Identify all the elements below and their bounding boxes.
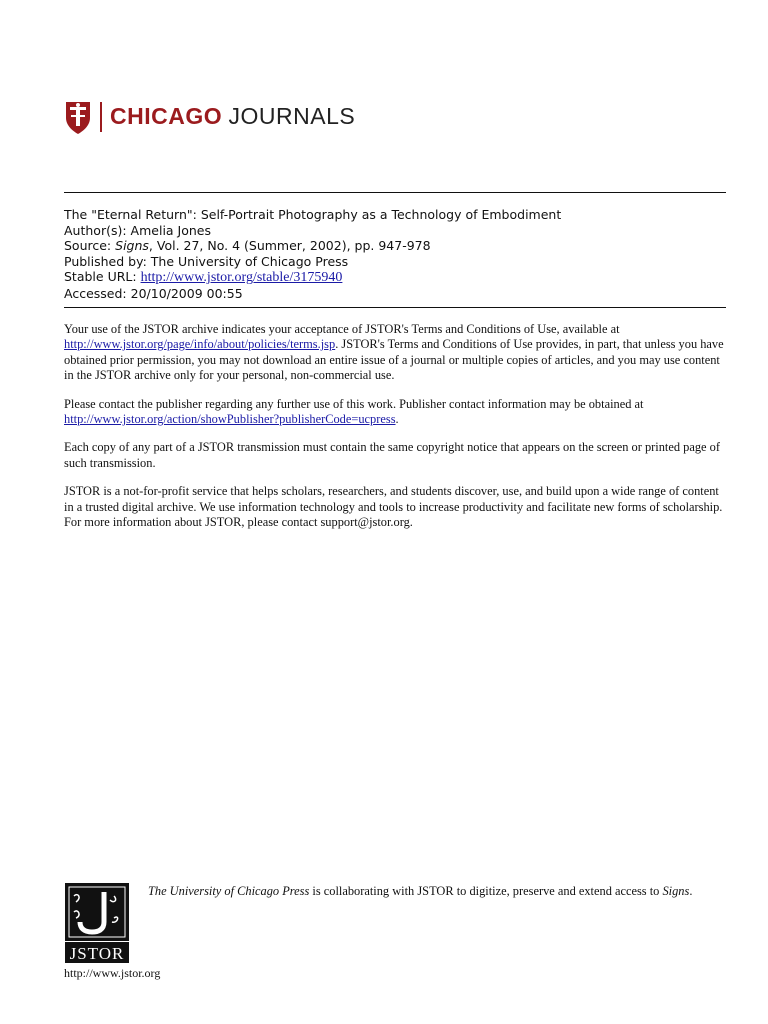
footer-period: .	[689, 884, 693, 898]
terms-p1-text: Your use of the JSTOR archive indicates your acceptance of JSTOR's Terms and Conditions of Use, available at	[64, 322, 620, 336]
logo-wordmark	[110, 102, 355, 130]
terms-paragraph-4: JSTOR is a not-for-profit service that helps scholars, researchers, and students discover, use, and build upon a wide range of content in a trusted digital archive. We use information technology and tools to increase productivity and facilitate new forms of scholarship. For more information about JSTOR, please contact support@jstor.org.	[64, 484, 723, 530]
logo-separator	[100, 102, 102, 132]
top-divider	[64, 192, 726, 193]
terms-paragraph-1	[64, 322, 724, 384]
logo-word-journals: JOURNALS	[228, 103, 356, 129]
footer-journal-name: Signs	[662, 884, 690, 898]
footer-press-name: The University of Chicago Press	[148, 884, 310, 898]
accessed-line	[64, 286, 561, 302]
source-label: Source:	[64, 238, 112, 254]
source-journal: Signs	[115, 238, 149, 254]
terms-p2-end: .	[395, 412, 399, 427]
terms-text	[64, 322, 724, 543]
publisher-label: Published by:	[64, 253, 147, 269]
bottom-divider	[64, 307, 726, 308]
terms-p1-continued: . JSTOR's Terms and Conditions of Use provides, in part, that unless you have obtained prior permission, you may not download an entire issue of a journal or multiple copies of articles, and you may use content in the JSTOR archive only for your personal, non-commercial use.	[64, 337, 724, 383]
publisher-name: The University of Chicago Press	[150, 253, 349, 269]
publisher-contact-link[interactable]: http://www.jstor.org/action/showPublisher?publisherCode=ucpress	[64, 412, 396, 427]
accessed-label: Accessed:	[64, 285, 127, 301]
stable-url-link[interactable]: http://www.jstor.org/stable/3175940	[140, 270, 343, 286]
jstor-logo-text: JSTOR	[69, 944, 125, 963]
terms-p2-text: Please contact the publisher regarding any further use of this work. Publisher contact information may be obtained at	[64, 396, 644, 411]
author-label: Author(s):	[64, 222, 127, 238]
university-crest-icon	[64, 98, 92, 136]
collaboration-note	[148, 884, 692, 899]
author-name: Amelia Jones	[130, 222, 212, 238]
jstor-logo-icon	[64, 882, 130, 964]
citation-block	[64, 207, 561, 302]
terms-paragraph-3: Each copy of any part of a JSTOR transmission must contain the same copyright notice that appears on the screen or printed page of such transmission.	[64, 440, 720, 470]
stable-url-line	[64, 269, 561, 286]
terms-paragraph-2	[64, 397, 724, 428]
source-details: , Vol. 27, No. 4 (Summer, 2002), pp. 947-978	[148, 238, 431, 254]
author-line	[64, 223, 561, 239]
accessed-date: 20/10/2009 00:55	[130, 285, 243, 301]
logo-word-chicago: CHICAGO	[110, 103, 223, 129]
stable-url-label: Stable URL:	[64, 269, 137, 285]
jstor-homepage-link[interactable]: http://www.jstor.org	[64, 966, 161, 980]
publisher-line	[64, 254, 561, 270]
footer-middle-text: is collaborating with JSTOR to digitize, preserve and extend access to	[309, 884, 663, 898]
terms-of-use-link[interactable]: http://www.jstor.org/page/info/about/policies/terms.jsp	[64, 337, 336, 352]
source-line	[64, 238, 561, 254]
article-title: The "Eternal Return": Self-Portrait Photography as a Technology of Embodiment	[64, 207, 562, 222]
chicago-journals-logo	[64, 96, 356, 142]
